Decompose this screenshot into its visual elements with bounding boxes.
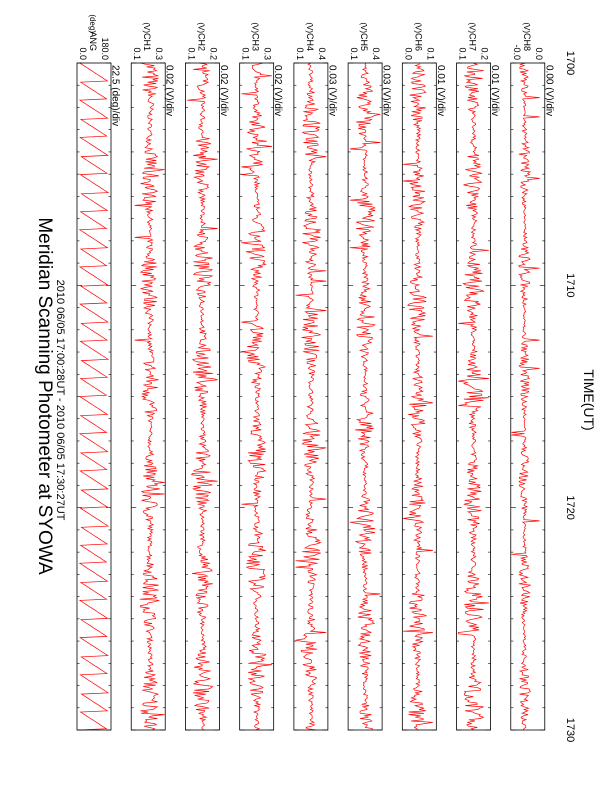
- x-tick-label: 1720: [564, 495, 576, 520]
- channel-label: CH7: [467, 32, 478, 51]
- trace-ch8: [512, 63, 540, 730]
- x-tick-labels: [564, 51, 576, 742]
- trace-ch5: [350, 63, 381, 730]
- trace-ch2: [187, 63, 218, 730]
- x-tick-label: 1730: [564, 717, 576, 743]
- scale-label: 0.02 (V)/div: [217, 65, 229, 117]
- panel-frame: [131, 63, 165, 730]
- y-tick-label: 0.1: [425, 47, 436, 60]
- y-tick-label: 0.0: [78, 47, 88, 60]
- x-tick-label: 1710: [564, 273, 576, 298]
- y-tick-label: 0.0: [403, 47, 414, 60]
- y-tick-label: 0.1: [457, 47, 468, 60]
- panels-group: [77, 14, 554, 730]
- unit-label: (V): [413, 22, 423, 33]
- y-tick-label: 0.4: [371, 47, 382, 60]
- unit-label: (V): [304, 22, 314, 33]
- unit-label: (V): [250, 22, 260, 33]
- y-tick-label: 0.1: [132, 47, 143, 60]
- y-tick-label: 0.3: [154, 47, 165, 60]
- trace-ch1: [135, 63, 165, 730]
- channel-label: CH1: [142, 32, 153, 51]
- y-tick-label: 180.0: [100, 37, 110, 60]
- channel-label: ANG: [88, 31, 98, 51]
- panel-ch5: [348, 22, 392, 730]
- y-tick-label: -0.0: [511, 44, 522, 60]
- unit-label: (V): [196, 22, 206, 33]
- y-tick-label: 0.0: [533, 47, 544, 60]
- trace-ch6: [403, 63, 433, 730]
- y-tick-label: 0.3: [262, 47, 273, 60]
- trace-ch4: [296, 63, 327, 730]
- unit-label: (V): [359, 22, 369, 33]
- channel-label: CH4: [304, 32, 315, 51]
- scale-label: 0.03 (V)/div: [380, 65, 392, 117]
- y-tick-label: 0.1: [294, 47, 305, 60]
- scale-label: 0.03 (V)/div: [326, 65, 338, 117]
- y-tick-label: 0.1: [349, 47, 360, 60]
- y-tick-label: 0.2: [479, 47, 490, 60]
- trace-ang: [80, 63, 108, 730]
- rotated-plot-group: [34, 14, 597, 742]
- panel-ch4: [294, 22, 338, 730]
- panel-ch6: [402, 22, 446, 730]
- scale-label: 0.01 (V)/div: [489, 65, 501, 117]
- scale-label: 0.00 (V)/div: [543, 65, 555, 117]
- panel-frame: [185, 63, 219, 730]
- chart-title: Meridian Scanning Photometer at SYOWA: [34, 217, 55, 575]
- y-tick-label: 0.2: [208, 47, 219, 60]
- trace-ch7: [458, 63, 489, 730]
- panel-ch2: [185, 22, 229, 730]
- panel-ch3: [240, 22, 284, 730]
- y-tick-label: 0.1: [240, 47, 251, 60]
- channel-label: CH5: [359, 32, 370, 51]
- unit-label: (V): [521, 22, 531, 33]
- channel-label: CH6: [413, 32, 424, 51]
- scale-label: 0.02 (V)/div: [163, 65, 175, 117]
- scale-label: 0.01 (V)/div: [434, 65, 446, 117]
- panel-ch1: [131, 22, 175, 730]
- channel-label: CH3: [250, 32, 261, 51]
- panel-ch7: [457, 22, 501, 730]
- y-tick-label: 0.4: [316, 47, 327, 60]
- x-tick-label: 1700: [564, 50, 576, 76]
- unit-label: (V): [467, 22, 477, 33]
- trace-ch3: [241, 63, 272, 730]
- time-range-label: 2010 06/05 17:00:28UT - 2010 06/05 17:30:27UT: [54, 279, 66, 521]
- unit-label: (V): [142, 22, 152, 33]
- panel-ch8: [511, 22, 555, 730]
- scale-label: 0.02 (V)/div: [272, 65, 284, 117]
- x-axis-label: TIME(UT): [581, 369, 597, 431]
- channel-label: CH8: [521, 32, 532, 51]
- panel-ang: [77, 14, 121, 730]
- unit-label: (deg): [88, 14, 97, 33]
- channel-label: CH2: [196, 32, 207, 51]
- y-tick-label: 0.1: [186, 47, 197, 60]
- scale-label: 22.5 (deg)/div: [109, 65, 121, 127]
